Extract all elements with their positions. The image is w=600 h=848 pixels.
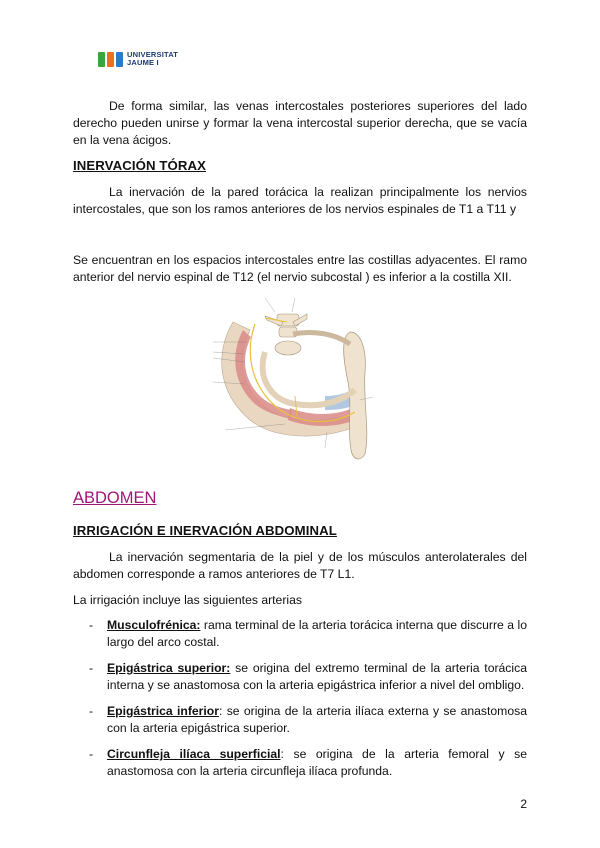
paragraph-espacios: Se encuentran en los espacios intercostales entre las costillas adyacentes. El ramo anterior del nervio espinal de T12 (el nervio subcostal ) es inferior a la costilla XII. <box>73 253 527 284</box>
heading-abdomen: ABDOMEN <box>73 489 157 507</box>
thoracic-illustration <box>195 292 420 462</box>
paragraph-irrigacion-intro: La irrigación incluye las siguientes arterias <box>73 593 302 607</box>
uji-logo-mark <box>98 52 123 67</box>
logo-text <box>127 51 178 67</box>
logo-bar-blue <box>116 52 123 67</box>
heading-irrigacion-inervacion: IRRIGACIÓN E INERVACIÓN ABDOMINAL <box>73 523 337 538</box>
logo-bar-green <box>98 52 105 67</box>
artery-term: Musculofrénica: <box>107 618 201 632</box>
logo-line-1: UNIVERSITAT <box>127 50 179 59</box>
artery-desc: : se origina de la arteria femoral y se anastomosa con la arteria circunfleja ilíaca profunda. <box>107 747 527 778</box>
artery-desc: se origina del extremo terminal de la arteria torácica interna y se anastomosa con la arteria epigástrica inferior a nivel del ombligo. <box>107 661 527 692</box>
list-item-musculofrenica <box>73 617 527 651</box>
arteries-list <box>73 617 527 789</box>
list-item-circunfleja-iliaca <box>73 746 527 780</box>
logo-bar-orange <box>107 52 114 67</box>
heading-inervacion-torax: INERVACIÓN TÓRAX <box>73 158 206 173</box>
artery-term: Epigástrica superior: <box>107 661 231 675</box>
logo-line-2: JAUME I <box>127 58 159 67</box>
list-dash: - <box>89 661 94 675</box>
thoracic-nerves-figure <box>195 292 420 462</box>
list-dash: - <box>89 747 94 761</box>
list-item-epigastrica-inferior <box>73 703 527 737</box>
paragraph-venas: De forma similar, las venas intercostales posteriores superiores del lado derecho pueden unirse y formar la vena intercostal superior derecha, que se vacía en la vena ácigos. <box>73 99 527 147</box>
page-number: 2 <box>520 797 527 811</box>
artery-term: Circunfleja ilíaca superficial <box>107 747 281 761</box>
list-item-epigastrica-superior <box>73 660 527 694</box>
artery-term: Epigástrica inferior <box>107 704 219 718</box>
list-dash: - <box>89 618 94 632</box>
list-dash: - <box>89 704 94 718</box>
artery-desc: rama terminal de la arteria torácica interna que discurre a lo largo del arco costal. <box>107 618 527 649</box>
paragraph-segmentaria: La inervación segmentaria de la piel y de los músculos anterolaterales del abdomen corresponde a ramos anteriores de T7 L1. <box>73 550 527 581</box>
artery-desc: : se origina de la arteria ilíaca externa y se anastomosa con la arteria epigástrica superior. <box>107 704 527 735</box>
paragraph-inervacion: La inervación de la pared torácica la realizan principalmente los nervios intercostales, que son los ramos anteriores de los nervios espinales de T1 a T11 y <box>73 185 527 216</box>
rib-middle <box>263 352 355 405</box>
university-logo <box>98 48 178 70</box>
rib-upper <box>293 332 350 344</box>
